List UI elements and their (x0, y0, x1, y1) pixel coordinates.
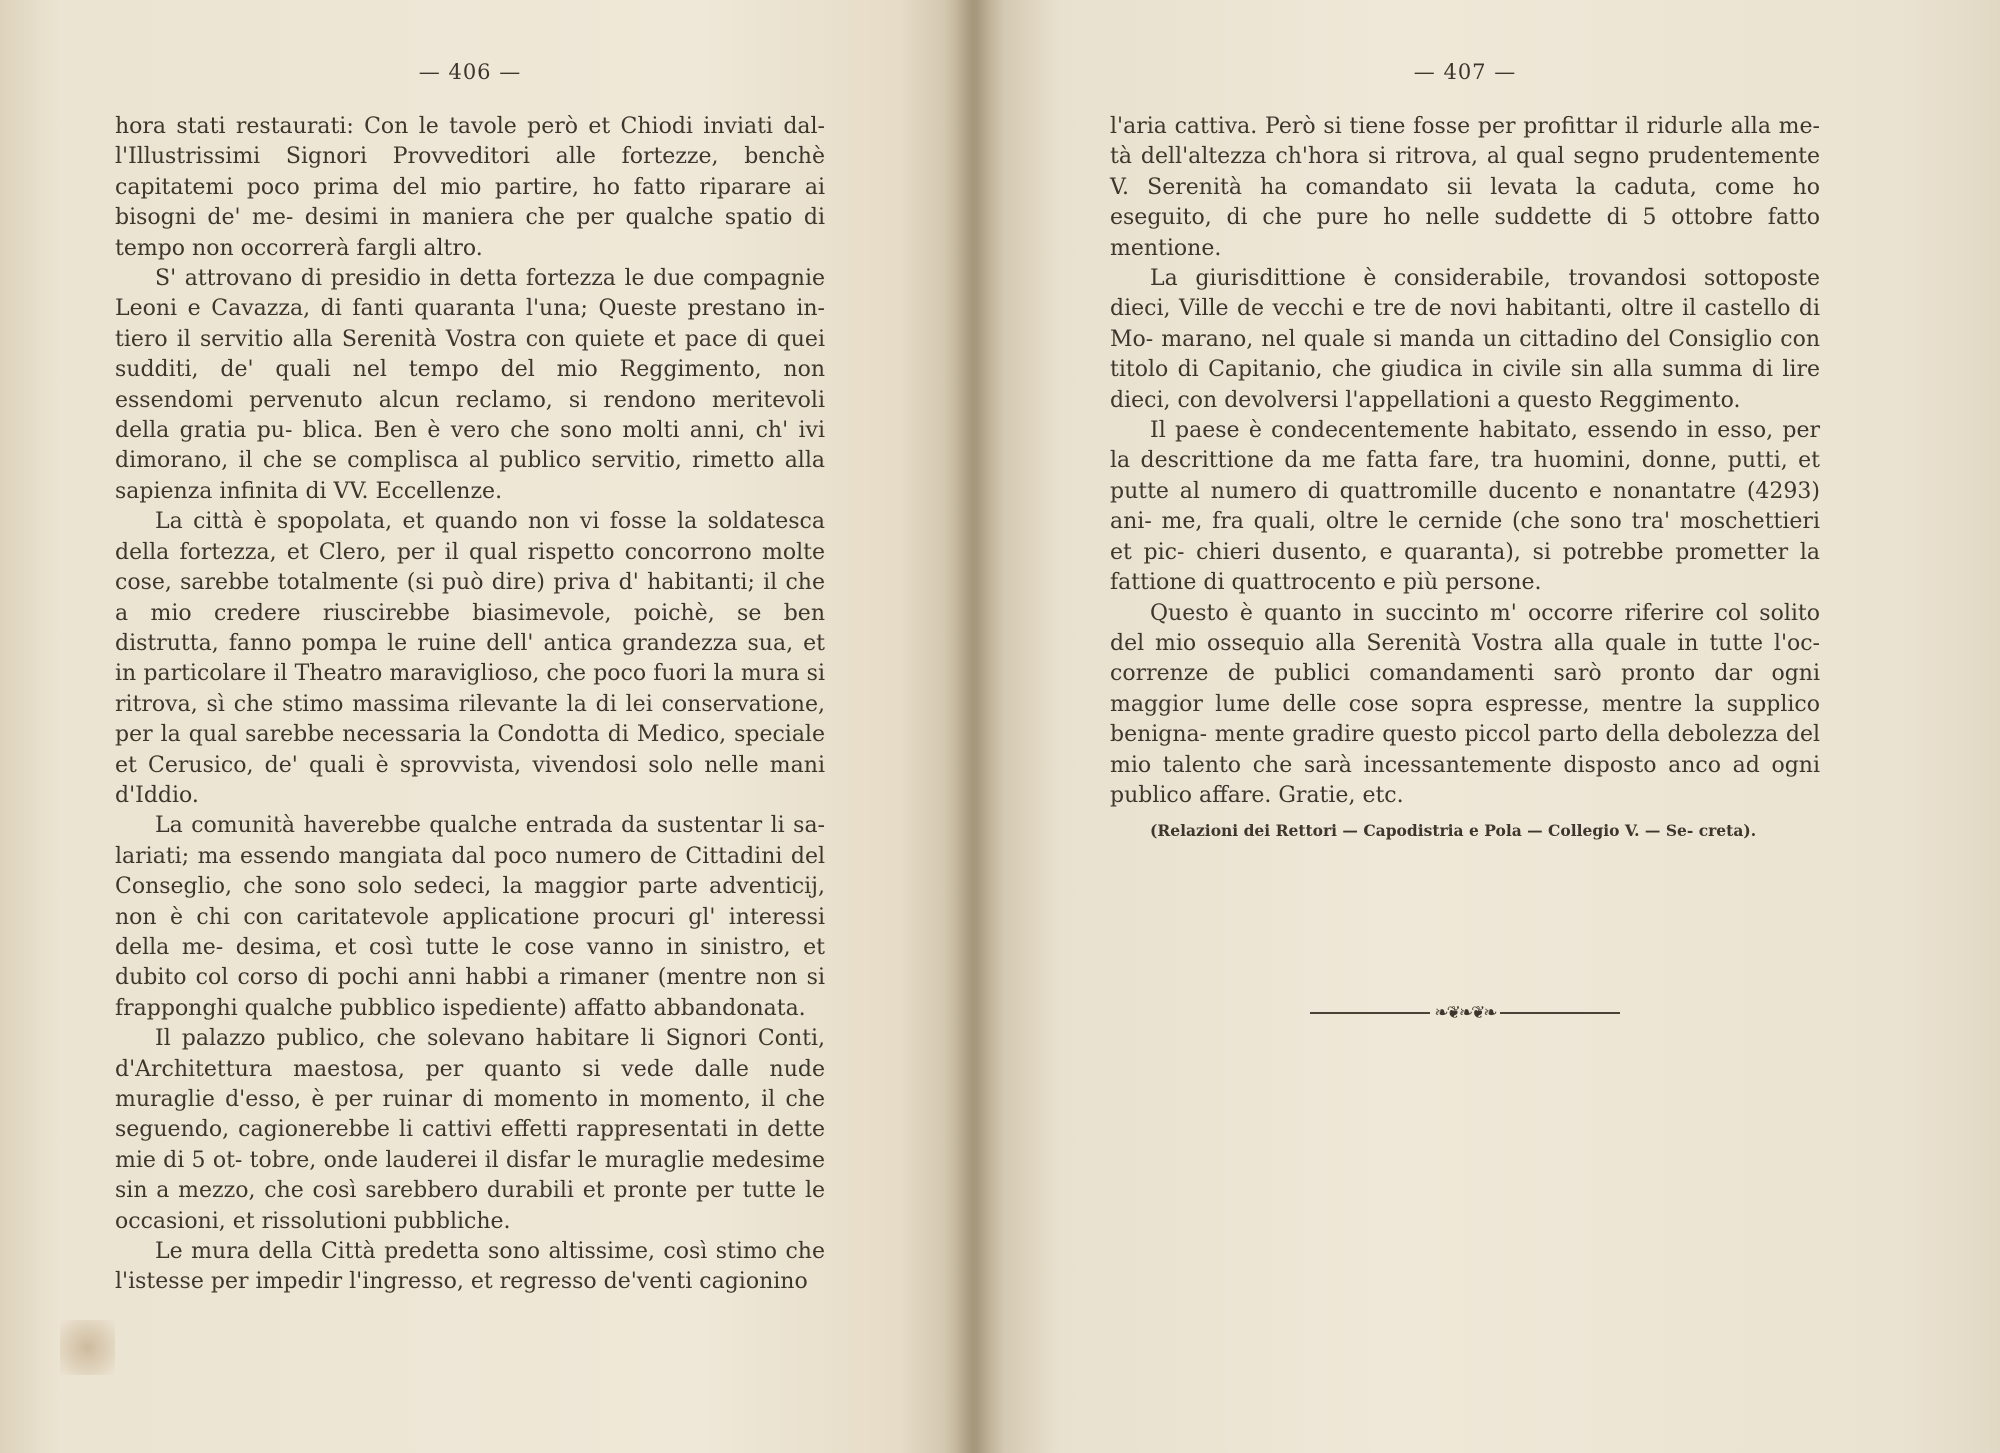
right-page (1110, 0, 1820, 1453)
gutter-shadow (945, 0, 1005, 1453)
paragraph: Le mura della Città predetta sono altissime, così stimo che l'istesse per impedir l'ingresso, et regresso de'venti cagionino (115, 1239, 825, 1295)
right-page-text (1110, 112, 1820, 811)
source-citation: (Relazioni dei Rettori — Capodistria e Pola — Collegio V. — Se- creta). (1150, 821, 1757, 840)
ornamental-divider (1310, 998, 1620, 1028)
paper-stain (60, 1320, 115, 1375)
page-number-left: — 406 — (418, 60, 522, 84)
paragraph: Il paese è condecentemente habitato, essendo in esso, per la descrittione da me fatta fare, tra huomini, donne, putti, et putte al numero di quattromille ducento e nonantatre (4293) ani- me, fra quali, oltre le cernide (che sono tra' moschettieri et pic- chieri dusento, e quaranta), si potrebbe prometter la fattione di quattrocento e più persone. (1110, 418, 1820, 596)
divider-rule-right (1500, 1012, 1620, 1014)
left-page-text (115, 112, 825, 1298)
paragraph: La giurisdittione è considerabile, trovandosi sottoposte dieci, Ville de vecchi e tre de novi habitanti, oltre il castello di Mo- marano, nel quale si manda un cittadino del Consiglio con titolo di Capitanio, che giudica in civile sin alla summa di lire dieci, con devolversi l'appellationi a questo Reggimento. (1110, 266, 1820, 413)
paragraph: S' attrovano di presidio in detta fortezza le due compagnie Leoni e Cavazza, di fanti quaranta l'una; Queste prestano in- tiero il servitio alla Serenità Vostra con quiete et pace di quei sudditi, de' quali nel tempo del mio Reggimento, non essendomi pervenuto alcun reclamo, si rendono meritevoli della gratia pu- blica. Ben è vero che sono molti anni, ch' ivi dimorano, il che se complisca al publico servitio, rimetto alla sapienza infinita di VV. Eccellenze. (115, 266, 825, 504)
paragraph: Il palazzo publico, che solevano habitare li Signori Conti, d'Architettura maestosa, per quanto si vede dalle nude muraglie d'esso, è per ruinar di momento in momento, il che seguendo, cagionerebbe li cattivi effetti rappresentati in dette mie di 5 ot- tobre, onde lauderei il disfar le muraglie medesime sin a mezzo, che così sarebbero durabili et pronte per tutte le occasioni, et rissolutioni pubbliche. (115, 1026, 825, 1234)
paragraph: hora stati restaurati: Con le tavole però et Chiodi inviati dal- l'Illustrissimi Signori Provveditori alle fortezze, benchè capitatemi poco prima del mio partire, ho fatto riparare ai bisogni de' me- desimi in maniera che per qualche spatio di tempo non occorrerà fargli altro. (115, 114, 825, 261)
paragraph: La comunità haverebbe qualche entrada da sustentar li sa- lariati; ma essendo mangiata dal poco numero de Cittadini del Conseglio, che sono solo sedeci, la maggior parte adventicij, non è chi con caritatevole applicatione procuri gl' interessi della me- desima, et così tutte le cose vanno in sinistro, et dubito col corso di pochi anni habbi a rimaner (mentre non si frapponghi qualche pubblico ispediente) affatto abbandonata. (115, 813, 825, 1021)
paragraph: Questo è quanto in succinto m' occorre riferire col solito del mio ossequio alla Serenità Vostra alla quale in tutte l'oc- correnze de publici comandamenti sarò pronto dar ogni maggior lume delle cose sopra espresse, mentre la supplico benigna- mente gradire questo piccol parto della debolezza del mio talento che sarà incessantemente disposto anco ad ogni publico affare. Gratie, etc. (1110, 600, 1820, 808)
paragraph: l'aria cattiva. Però si tiene fosse per profittar il ridurle alla me- tà dell'altezza ch'hora si ritrova, al qual segno prudentemente V. Serenità ha comandato sii levata la caduta, come ho eseguito, di che pure ho nelle suddette di 5 ottobre fatto mentione. (1110, 114, 1820, 261)
paragraph: La città è spopolata, et quando non vi fosse la soldatesca della fortezza, et Clero, per il qual rispetto concorrono molte cose, sarebbe totalmente (si può dire) priva d' habitanti; il che a mio credere riuscirebbe biasimevole, poichè, se ben distrutta, fanno pompa le ruine dell' antica grandezza sua, et in particolare il Theatro maraviglioso, che poco fuori la mura si ritrova, sì che stimo massima rilevante la di lei conservatione, per la qual sarebbe necessaria la Condotta di Medico, speciale et Cerusico, de' quali è sprovvista, vivendosi solo nelle mani d'Iddio. (115, 509, 825, 808)
flourish-icon: ❧❦❧❦❧ (1434, 1003, 1496, 1023)
left-page (115, 0, 825, 1453)
page-number-right: — 407 — (1413, 60, 1517, 84)
divider-rule-left (1310, 1012, 1430, 1014)
